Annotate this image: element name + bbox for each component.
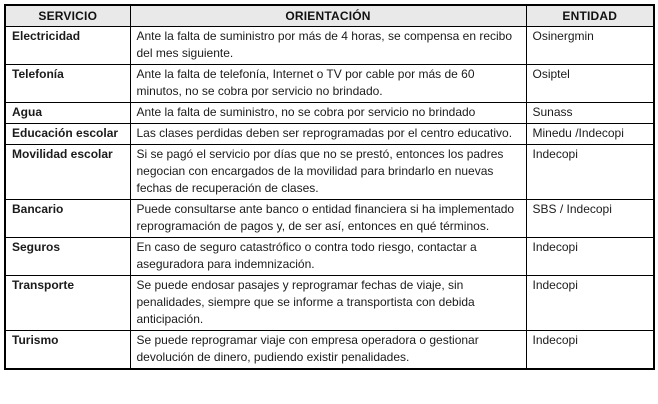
orientacion-cell: Se puede reprogramar viaje con empresa operadora o gestionar devolución de dinero, pudiendo existir penalidades. xyxy=(130,331,526,370)
servicio-cell: Movilidad escolar xyxy=(5,145,130,200)
orientacion-cell: Ante la falta de suministro, no se cobra por servicio no brindado xyxy=(130,103,526,124)
orientacion-cell: Se puede endosar pasajes y reprogramar fechas de viaje, sin penalidades, siempre que se informe a transportista con debida anticipación. xyxy=(130,276,526,331)
services-orientation-table xyxy=(4,4,655,370)
orientacion-cell: Ante la falta de telefonía, Internet o TV por cable por más de 60 minutos, no se cobra por servicio no brindado. xyxy=(130,65,526,103)
table-row xyxy=(5,276,654,331)
entidad-cell: Indecopi xyxy=(526,331,654,370)
servicio-cell: Turismo xyxy=(5,331,130,370)
entidad-cell: Minedu /Indecopi xyxy=(526,124,654,145)
entidad-cell: SBS / Indecopi xyxy=(526,200,654,238)
column-header-orientacion: ORIENTACIÓN xyxy=(130,5,526,27)
table-row xyxy=(5,145,654,200)
table-row xyxy=(5,27,654,65)
table-row xyxy=(5,331,654,370)
servicio-cell: Agua xyxy=(5,103,130,124)
entidad-cell: Indecopi xyxy=(526,276,654,331)
table-row xyxy=(5,200,654,238)
table-row xyxy=(5,103,654,124)
orientacion-cell: Ante la falta de suministro por más de 4 horas, se compensa en recibo del mes siguiente. xyxy=(130,27,526,65)
orientacion-cell: En caso de seguro catastrófico o contra todo riesgo, contactar a aseguradora para indemnización. xyxy=(130,238,526,276)
entidad-cell: Sunass xyxy=(526,103,654,124)
column-header-servicio: SERVICIO xyxy=(5,5,130,27)
orientacion-cell: Las clases perdidas deben ser reprogramadas por el centro educativo. xyxy=(130,124,526,145)
orientacion-cell: Puede consultarse ante banco o entidad financiera si ha implementado reprogramación de pagos y, de ser así, entonces en qué términos. xyxy=(130,200,526,238)
table-row xyxy=(5,65,654,103)
servicio-cell: Educación escolar xyxy=(5,124,130,145)
entidad-cell: Osiptel xyxy=(526,65,654,103)
table-row xyxy=(5,238,654,276)
orientacion-cell: Si se pagó el servicio por días que no se prestó, entonces los padres negocian con encargados de la movilidad para brindarlo en nuevas fechas de recuperación de clases. xyxy=(130,145,526,200)
servicio-cell: Bancario xyxy=(5,200,130,238)
column-header-entidad: ENTIDAD xyxy=(526,5,654,27)
entidad-cell: Indecopi xyxy=(526,238,654,276)
servicio-cell: Electricidad xyxy=(5,27,130,65)
servicio-cell: Transporte xyxy=(5,276,130,331)
entidad-cell: Osinergmin xyxy=(526,27,654,65)
servicio-cell: Telefonía xyxy=(5,65,130,103)
servicio-cell: Seguros xyxy=(5,238,130,276)
entidad-cell: Indecopi xyxy=(526,145,654,200)
table-row xyxy=(5,124,654,145)
header-row xyxy=(5,5,654,27)
